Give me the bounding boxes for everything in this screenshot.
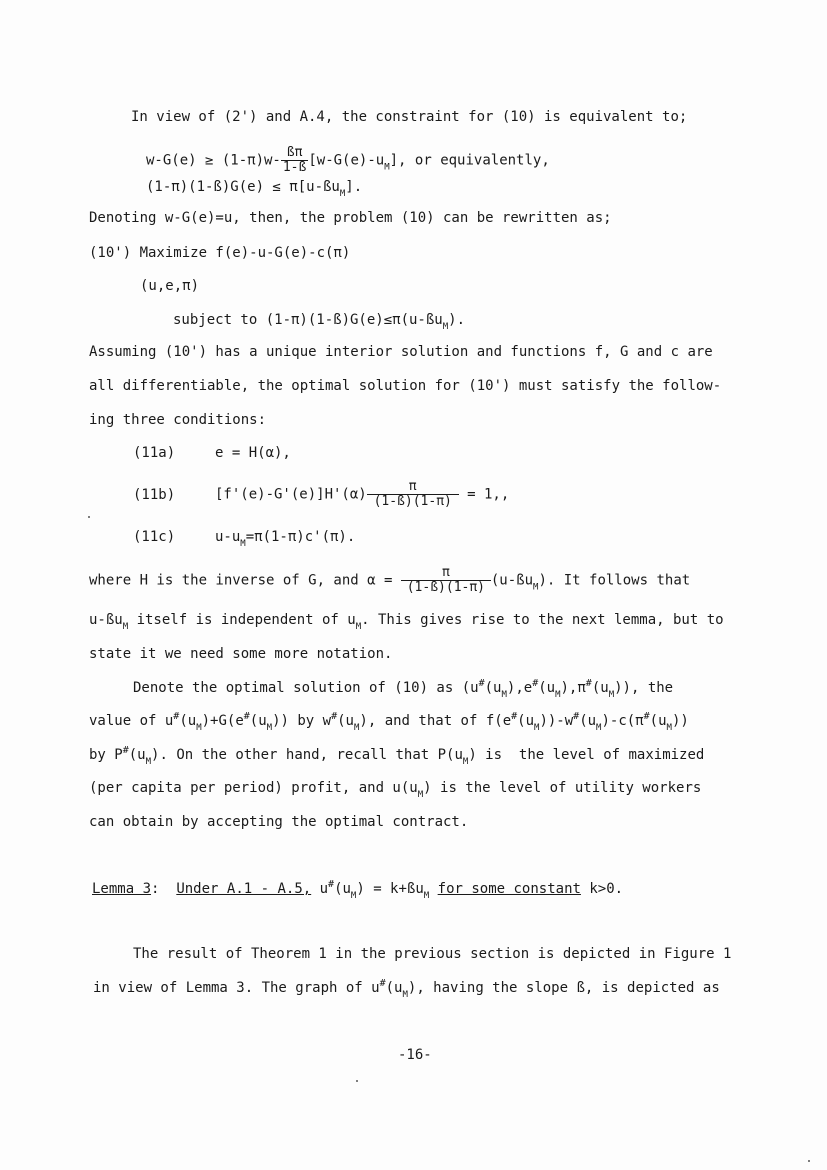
- equation-11c: $u-u_M=\pi(1-\pi)c'(\pi)$.: [215, 529, 356, 549]
- paragraph-line: can obtain by accepting the optimal contract.: [89, 814, 469, 830]
- subject-to-line: subject to $(1-\pi)(1-ß)G(e)\le\pi(u-ßu_M)$.: [173, 312, 465, 332]
- equation-11b-label: (11b): [133, 487, 176, 503]
- paragraph-line: (per capita per period) profit, and $u(u_M)$ is the level of utility workers: [89, 780, 702, 800]
- scan-speck: [808, 1160, 810, 1162]
- paragraph-line: in view of Lemma 3. The graph of $u^{\#}(u_M)$, having the slope ß, is depicted as: [93, 978, 720, 1000]
- maximize-line: (10') Maximize f(e)-u-G(e)-c(π): [89, 245, 351, 261]
- equation-11b: [f'(e)-G'(e)]H'(α) $\frac{\pi}{(1-ß)(1-\pi)}$ = 1,,: [215, 479, 510, 509]
- maximize-variables: (u,e,π): [140, 278, 200, 294]
- lemma-constant-phrase: for some constant: [437, 881, 581, 897]
- fraction: $\frac{\pi}{(1-ß)(1-\pi)}$: [367, 480, 459, 509]
- paragraph-line: Denote the optimal solution of (10) as $(u^{\#}(u_M),e^{\#}(u_M),\pi^{\#}(u_M))$, the: [133, 678, 674, 700]
- scan-speck: [356, 1080, 358, 1082]
- paragraph-line: by $P^{\#}(u_M)$. On the other hand, recall that $P(u_M)$ is the level of maximized: [89, 745, 705, 767]
- paragraph-line: $u-ßu_M$ itself is independent of $u_M$. This gives rise to the next lemma, but to: [89, 612, 724, 632]
- paragraph-line: value of $u^{\#}(u_M)+G(e^{\#}(u_M))$ by $w^{\#}(u_M)$, and that of $f(e^{\#}(u_M))-w^{\#}(u_M)-c(\pi^{\#}(u_M))$: [89, 711, 689, 733]
- paragraph-line: state it we need some more notation.: [89, 646, 393, 662]
- page-number: -16-: [398, 1047, 432, 1063]
- constraint-condition-2: (1-π)(1-ß)G(e) ≤ $\pi[u-ßu_M]$.: [146, 179, 363, 199]
- fraction: $\frac{ß\pi}{1-ß}$: [282, 145, 307, 175]
- paragraph-line: all differentiable, the optimal solution for (10') must satisfy the follow-: [89, 378, 722, 394]
- lemma-label: Lemma 3: [92, 881, 152, 897]
- paragraph-line: The result of Theorem 1 in the previous section is depicted in Figure 1: [133, 946, 732, 962]
- equation-11a: e = H(α),: [215, 445, 291, 461]
- where-line: where H is the inverse of G, and α = $\frac{\pi}{(1-ß)(1-\pi)}$ $(u-ßu_M)$. It follows that: [89, 565, 691, 595]
- equation-11c-label: (11c): [133, 529, 176, 545]
- denoting-line: Denoting w-G(e)=u, then, the problem (10) can be rewritten as;: [89, 210, 612, 226]
- constraint-condition-1: w-G(e) ≥ (1-π)w- $\frac{ß\pi}{1-ß}$ $[w-G(e)-u_M]$, or equivalently,: [146, 145, 550, 175]
- paragraph-line: ing three conditions:: [89, 412, 267, 428]
- scan-speck: [88, 516, 90, 518]
- paragraph-line: Assuming (10') has a unique interior solution and functions f, G and c are: [89, 344, 713, 360]
- intro-line: In view of (2') and A.4, the constraint for (10) is equivalent to;: [131, 109, 688, 125]
- fraction: $\frac{\pi}{(1-ß)(1-\pi)}$: [401, 566, 491, 595]
- equation-11a-label: (11a): [133, 445, 176, 461]
- lemma-3: Lemma 3: Under A.1 - A.5, $u^{\#}(u_M)$ = $k+ßu_M$ for some constant k>0.: [92, 879, 624, 901]
- lemma-condition: Under A.1 - A.5,: [176, 881, 312, 897]
